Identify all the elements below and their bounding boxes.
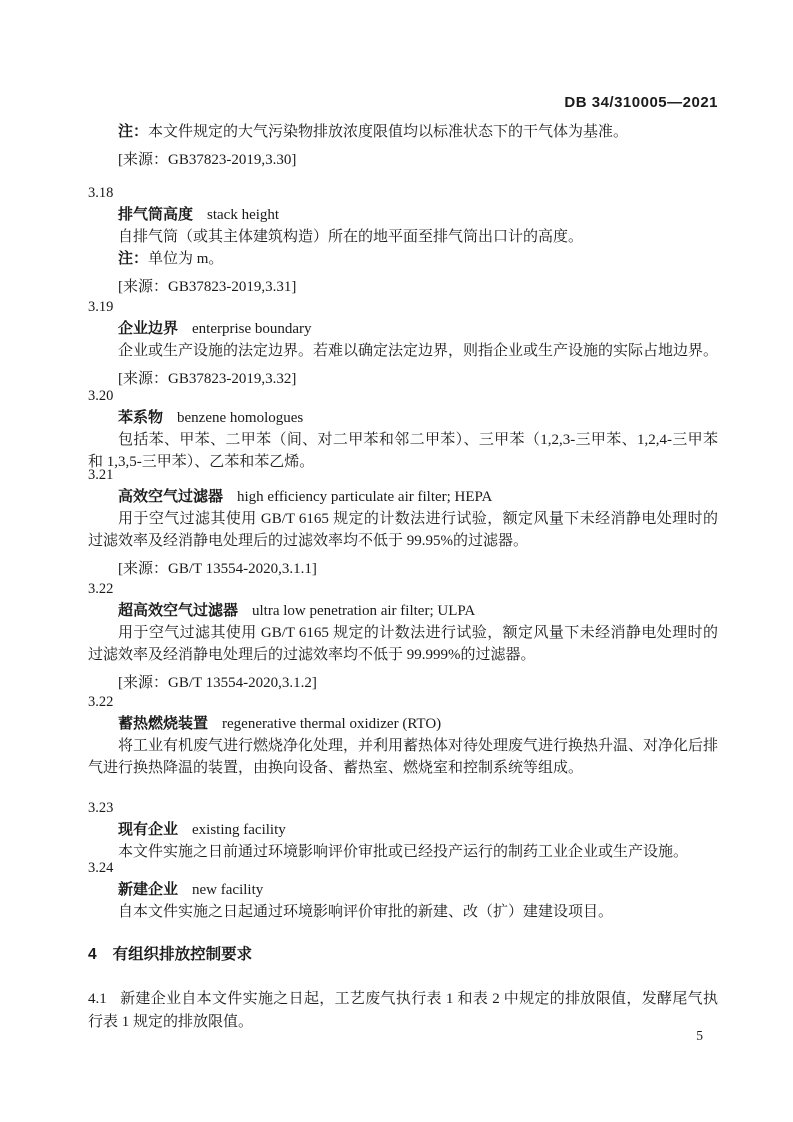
- definition-text: 用于空气过滤其使用 GB/T 6165 规定的计数法进行试验，额定风量下未经消静电处理时的过滤效率及经消静电处理后的过滤效率均不低于 99.95%的过滤器。: [88, 511, 718, 549]
- definition-section-3-18: [88, 182, 718, 298]
- term-line: [88, 713, 718, 735]
- term-cn: 排气筒高度: [118, 206, 194, 223]
- term-en: stack height: [207, 207, 280, 223]
- note-text: 单位为 m。: [148, 251, 224, 267]
- definition-text: 企业或生产设施的法定边界。若难以确定法定边界，则指企业或生产设施的实际占地边界。: [118, 343, 719, 359]
- definition-text: 本文件实施之日前通过环境影响评价审批或已经投产运行的制药工业企业或生产设施。: [118, 844, 689, 860]
- section-number: 3.22: [88, 694, 114, 710]
- term-line: [88, 318, 718, 340]
- section-number: 3.18: [88, 185, 114, 201]
- page-number: 5: [696, 1028, 703, 1043]
- section-number: 3.21: [88, 467, 114, 483]
- definition-section-3-23: [88, 797, 718, 863]
- chapter-number: 4: [88, 946, 97, 963]
- section-note: [88, 248, 718, 270]
- term-cn: 苯系物: [118, 409, 164, 426]
- standard-code-header: DB 34/310005—2021: [564, 94, 718, 111]
- term-cn: 蓄热燃烧装置: [118, 715, 209, 732]
- term-en: ultra low penetration air filter; ULPA: [252, 603, 476, 619]
- term-line: [88, 879, 718, 901]
- section-number: 3.23: [88, 800, 114, 816]
- clause-number: 4.1: [88, 991, 107, 1007]
- section-number: 3.19: [88, 299, 114, 315]
- term-cn: 超高效空气过滤器: [118, 602, 239, 619]
- definition-section-3-24: [88, 857, 718, 923]
- term-line: [88, 486, 718, 508]
- note-label: 注：: [118, 123, 149, 140]
- source-reference: [来源：GB/T 13554-2020,3.1.1]: [118, 561, 317, 577]
- source-reference: [来源：GB37823-2019,3.32]: [118, 371, 297, 387]
- term-cn: 企业边界: [118, 320, 179, 337]
- intro-note-block: [88, 121, 718, 171]
- term-line: [88, 819, 718, 841]
- term-cn: 现有企业: [118, 821, 179, 838]
- definition-text: 将工业有机废气进行燃烧净化处理，并利用蓄热体对待处理废气进行换热升温、对净化后排气进行换热降温的装置，由换向设备、蓄热室、燃烧室和控制系统等组成。: [88, 738, 719, 776]
- section-number: 3.20: [88, 388, 114, 404]
- term-en: regenerative thermal oxidizer (RTO): [222, 716, 442, 732]
- definition-section-3-22-rto: [88, 691, 718, 779]
- definition-section-3-22-ulpa: [88, 578, 718, 694]
- term-en: high efficiency particulate air filter; HEPA: [237, 489, 493, 505]
- term-line: [88, 407, 718, 429]
- source-reference: [来源：GB/T 13554-2020,3.1.2]: [118, 675, 317, 691]
- chapter-title: 有组织排放控制要求: [112, 946, 253, 963]
- definition-section-3-21: [88, 464, 718, 580]
- definition-section-3-20: [88, 385, 718, 473]
- term-en: existing facility: [192, 822, 286, 838]
- intro-note: [88, 121, 718, 143]
- note-label: 注：: [118, 250, 149, 267]
- source-reference: [来源：GB37823-2019,3.30]: [118, 152, 297, 168]
- term-cn: 新建企业: [118, 881, 179, 898]
- definition-text: 用于空气过滤其使用 GB/T 6165 规定的计数法进行试验，额定风量下未经消静电处理时的过滤效率及经消静电处理后的过滤效率均不低于 99.999%的过滤器。: [88, 625, 718, 663]
- definition-text: 自本文件实施之日起通过环境影响评价审批的新建、改（扩）建建设项目。: [118, 904, 614, 920]
- term-line: [88, 600, 718, 622]
- term-en: benzene homologues: [177, 410, 304, 426]
- term-line: [88, 204, 718, 226]
- chapter-heading: [88, 943, 718, 966]
- note-text: 本文件规定的大气污染物排放浓度限值均以标准状态下的干气体为基准。: [148, 124, 629, 140]
- term-en: enterprise boundary: [192, 321, 312, 337]
- definition-text: 包括苯、甲苯、二甲苯（间、对二甲苯和邻二甲苯）、三甲苯（1,2,3-三甲苯、1,2,4-三甲苯和 1,3,5-三甲苯）、乙苯和苯乙烯。: [88, 432, 718, 470]
- definition-text: 自排气筒（或其主体建筑构造）所在的地平面至排气筒出口计的高度。: [118, 229, 584, 245]
- section-number: 3.24: [88, 860, 114, 876]
- term-cn: 高效空气过滤器: [118, 488, 224, 505]
- term-en: new facility: [192, 882, 264, 898]
- section-number: 3.22: [88, 581, 114, 597]
- clause-text: 新建企业自本文件实施之日起，工艺废气执行表 1 和表 2 中规定的排放限值，发酵尾气执行表 1 规定的排放限值。: [88, 991, 718, 1030]
- definition-section-3-19: [88, 296, 718, 390]
- source-reference: [来源：GB37823-2019,3.31]: [118, 279, 297, 295]
